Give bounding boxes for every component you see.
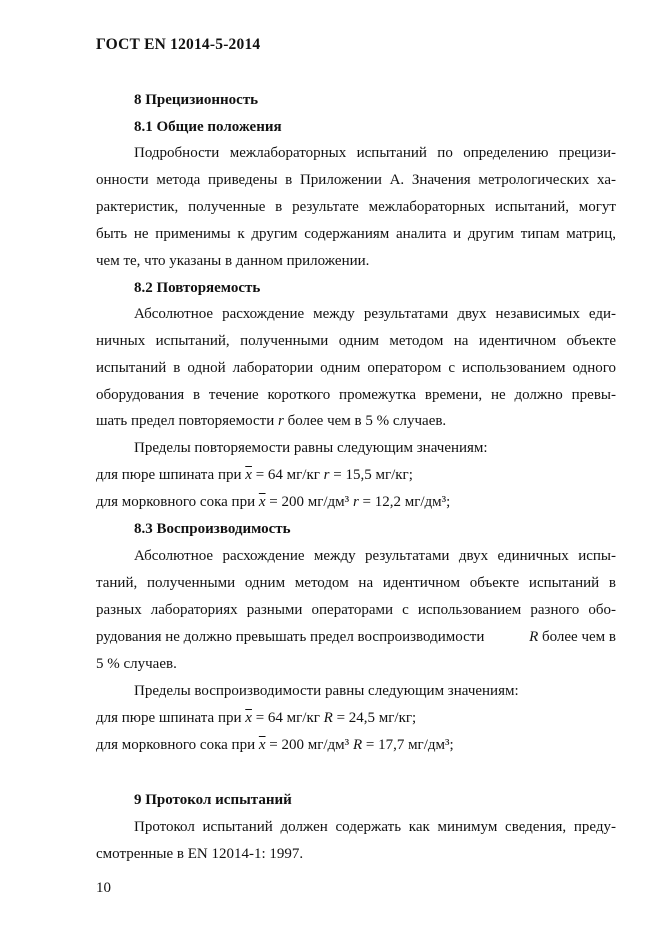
reproducibility-symbol: R — [529, 629, 539, 645]
paragraph-line: смотренные в EN 12014-1: 1997. — [96, 846, 304, 862]
repeatability-limits-intro: Пределы повторяемости равны следующим значениям: — [134, 440, 488, 456]
text-run: = 15,5 мг/кг; — [329, 467, 413, 483]
text-run: = 64 мг/кг — [251, 710, 324, 726]
mean-symbol: $\overline{x}$ — [245, 710, 252, 726]
paragraph-line: чем те, что указаны в данном приложении. — [96, 253, 370, 269]
text-run: = 17,7 мг/дм³; — [362, 737, 454, 753]
text-run: шать предел повторяемости — [96, 413, 278, 429]
paragraph-line: рактеристик, полученные в результате межлабораторных испытаний, могут — [96, 199, 616, 215]
section-8-3-heading: 8.3 Воспроизводимость — [134, 521, 291, 537]
reproducibility-carrot-line — [96, 735, 616, 755]
reproducibility-symbol: R — [352, 737, 363, 753]
paragraph-line: Протокол испытаний должен содержать как минимум сведения, преду- — [134, 819, 616, 835]
text-run: = 24,5 мг/кг; — [332, 710, 417, 726]
section-8-2-heading: 8.2 Повторяемость — [134, 280, 261, 296]
text-run: более чем в — [538, 629, 616, 645]
paragraph-line: 5 % случаев. — [96, 656, 177, 672]
reproducibility-spinach-line — [96, 708, 616, 728]
paragraph-line: ничных испытаний, полученными одним методом на идентичном объекте — [96, 333, 616, 349]
paragraph-line: Абсолютное расхождение между результатами двух независимых еди- — [134, 306, 616, 322]
text-run: для морковного сока при — [96, 494, 259, 510]
paragraph-line: таний, полученными одним методом на идентичном объекте испытаний в — [96, 575, 616, 591]
mean-symbol: $\overline{x}$ — [245, 467, 252, 483]
paragraph-line: Абсолютное расхождение между результатами двух единичных испы- — [134, 548, 616, 564]
text-run: для пюре шпината при — [96, 467, 246, 483]
repeatability-symbol: r — [278, 413, 284, 429]
paragraph-line: оборудования в течение короткого промежутка времени, не должно превы- — [96, 387, 616, 403]
repeatability-carrot-line — [96, 492, 616, 512]
reproducibility-symbol: R — [323, 710, 333, 726]
page-number: 10 — [96, 880, 111, 896]
repeatability-symbol: r — [323, 467, 330, 483]
paragraph-line — [96, 411, 616, 431]
paragraph-line: разных лабораториях разными операторами с использованием разного обо- — [96, 602, 616, 618]
paragraph-line: Подробности межлабораторных испытаний по определению прецизи- — [134, 145, 616, 161]
paragraph-line: быть не применимы к другим содержаниям аналита и другим типам матриц, — [96, 226, 616, 242]
text-run: для морковного сока при — [96, 737, 259, 753]
section-8-heading: 8 Прецизионность — [134, 92, 259, 108]
text-run: = 200 мг/дм³ — [265, 737, 353, 753]
repeatability-symbol: r — [352, 494, 359, 510]
section-9-heading: 9 Протокол испытаний — [134, 792, 292, 808]
text-run: = 200 мг/дм³ — [265, 494, 353, 510]
section-8-1-heading: 8.1 Общие положения — [134, 119, 282, 135]
mean-symbol: $\overline{x}$ — [258, 737, 266, 753]
text-run: рудования не должно превышать предел воспроизводимости — [96, 629, 485, 645]
mean-symbol: $\overline{x}$ — [258, 494, 266, 510]
text-run: более чем в 5 % случаев. — [283, 413, 447, 429]
document-header: ГОСТ EN 12014-5-2014 — [96, 36, 261, 53]
text-run: для пюре шпината при — [96, 710, 246, 726]
paragraph-line: испытаний в одной лаборатории одним оператором с использованием одного — [96, 360, 616, 376]
repeatability-spinach-line — [96, 465, 616, 485]
reproducibility-limits-intro: Пределы воспроизводимости равны следующим значениям: — [134, 683, 519, 699]
paragraph-line — [96, 627, 616, 647]
text-run: = 12,2 мг/дм³; — [358, 494, 451, 510]
paragraph-line: онности метода приведены в Приложении А. Значения метрологических ха- — [96, 172, 616, 188]
text-run: = 64 мг/кг — [251, 467, 324, 483]
